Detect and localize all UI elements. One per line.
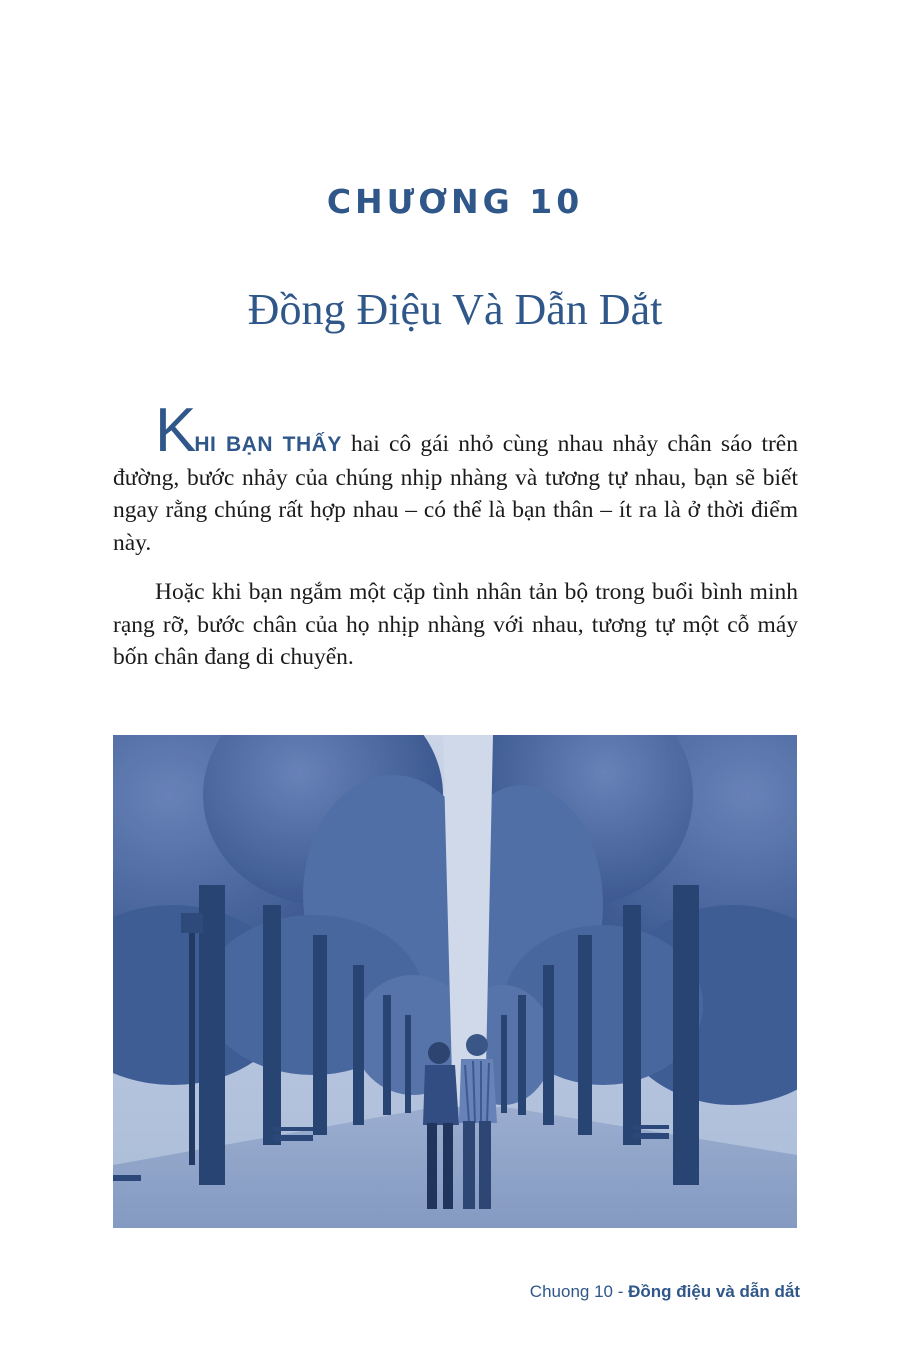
drop-cap: K — [155, 396, 195, 465]
running-footer — [530, 1282, 800, 1302]
chapter-body — [113, 396, 798, 691]
paragraph-1-text: hai cô gái nhỏ cùng nhau nhảy chân sáo trên đường, bước nhảy của chúng nhịp nhàng và tương tự nhau, bạn sẽ biết ngay rằng chúng rất hợp nhau – có thể là bạn thân – ít ra là ở thời điểm này. — [113, 431, 798, 556]
footer-chapter-title: Đồng điệu và dẫn dắt — [628, 1282, 800, 1301]
photo-tint — [113, 735, 797, 1228]
footer-chapter-label: Chuong 10 - — [529, 1282, 629, 1301]
photo-illustration — [113, 735, 797, 1228]
paragraph-1 — [113, 396, 798, 559]
paragraph-2: Hoặc khi bạn ngắm một cặp tình nhân tản bộ trong buổi bình minh rạng rỡ, bước chân của họ nhịp nhàng với nhau, tương tự một cỗ máy bốn chân đang di chuyển. — [113, 579, 798, 670]
chapter-title: Đồng Điệu Và Dẫn Dắt — [247, 285, 663, 334]
chapter-number: CHƯƠNG 10 — [326, 182, 584, 221]
lead-in-text: HI BẠN THẤY — [194, 433, 342, 456]
couple-walking-photo — [113, 735, 797, 1228]
